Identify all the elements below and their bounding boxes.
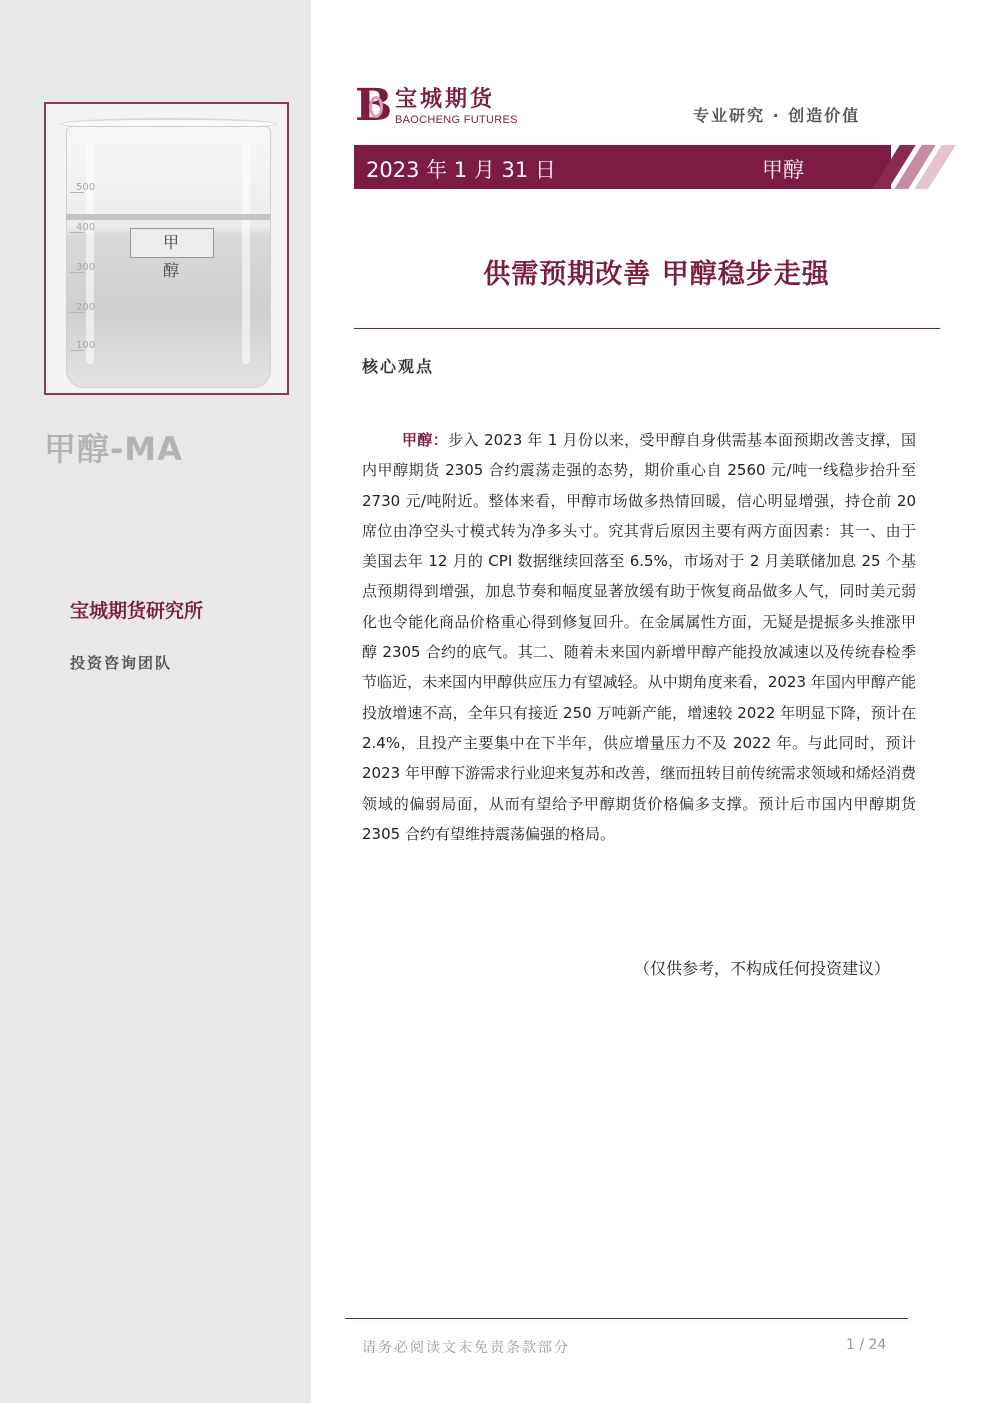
methanol-beaker-photo <box>44 102 289 395</box>
institute-name: 宝城期货研究所 <box>70 600 204 622</box>
graduation-mark: 400 <box>76 222 96 233</box>
logo-english-name: BAOCHENG FUTURES <box>395 114 518 126</box>
paragraph-body: 步入 2023 年 1 月份以来，受甲醇自身供需基本面预期改善支撑，国内甲醇期货 2305 合约震荡走强的态势，期价重心自 2560 元/吨一线稳步抬升至 2730 元/吨附近。整体来看，甲醇市场做多热情回暖，信心明显增强，持仓前 20 席位由净空头寸模式转为净多头寸。究其背后原因主要有两方面因素：其一、由于美国去年 12 月的 CPI 数据继续回落至 6.5%，市场对于 2 月美联储加息 25 个基点预期得到增强，加息节奏和幅度显著放缓有助于恢复商品做多人气，同时美元弱化也令能化商品价格重心得到修复回升。在金属属性方面，无疑是提振多头推涨甲醇 2305 合约的底气。其二、随着未来国内新增甲醇产能投放减速以及传统春检季节临近，未来国内甲醇供应压力有望减轻。从中期角度来看，2023 年国内甲醇产能投放增速不高，全年只有接近 250 万吨新产能，增速较 2022 年明显下降，预计在 2.4%，且投产主要集中在下半年，供应增量压力不及 2022 年。与此同时，预计 2023 年甲醇下游需求行业迎来复苏和改善，继而扭转目前传统需求领域和烯烃消费领域的偏弱局面，从而有望给予甲醇期货价格偏多支撑。预计后市国内甲醇期货 2305 合约有望维持震荡偏强的格局。 <box>362 431 916 843</box>
title-divider <box>354 328 940 329</box>
logo-swirl-icon <box>369 96 383 118</box>
beaker-reflection <box>242 144 250 364</box>
graduation-mark: 100 <box>76 340 96 351</box>
team-name: 投资咨询团队 <box>70 654 173 672</box>
beaker-reflection <box>86 144 94 364</box>
disclaimer: （仅供参考，不构成任何投资建议） <box>634 959 891 978</box>
graduation-mark: 200 <box>76 302 96 313</box>
page-number: 1 / 24 <box>846 1337 887 1353</box>
product-title: 甲醇-MA <box>44 430 183 468</box>
paragraph-lead: 甲醇： <box>402 431 449 449</box>
section-heading: 核心观点 <box>362 357 435 376</box>
beaker-label: 甲 醇 <box>130 228 214 258</box>
graduation-mark: 300 <box>76 262 96 273</box>
logo-chinese-name: 宝城期货 <box>395 87 496 112</box>
liquid-surface <box>66 214 271 220</box>
footer-divider <box>345 1318 908 1319</box>
report-date: 2023 年 1 月 31 日 <box>366 158 556 182</box>
logo-letter: B <box>355 80 393 131</box>
company-logo <box>355 82 525 132</box>
slogan: 专业研究 · 创造价值 <box>693 106 861 125</box>
sidebar <box>0 0 311 1403</box>
core-view-paragraph <box>362 425 916 849</box>
footer-notice: 请务必阅读文末免责条款部分 <box>362 1340 570 1356</box>
report-title: 供需预期改善 甲醇稳步走强 <box>483 259 830 290</box>
graduation-mark: 500 <box>76 182 96 193</box>
report-category: 甲醇 <box>762 158 804 182</box>
